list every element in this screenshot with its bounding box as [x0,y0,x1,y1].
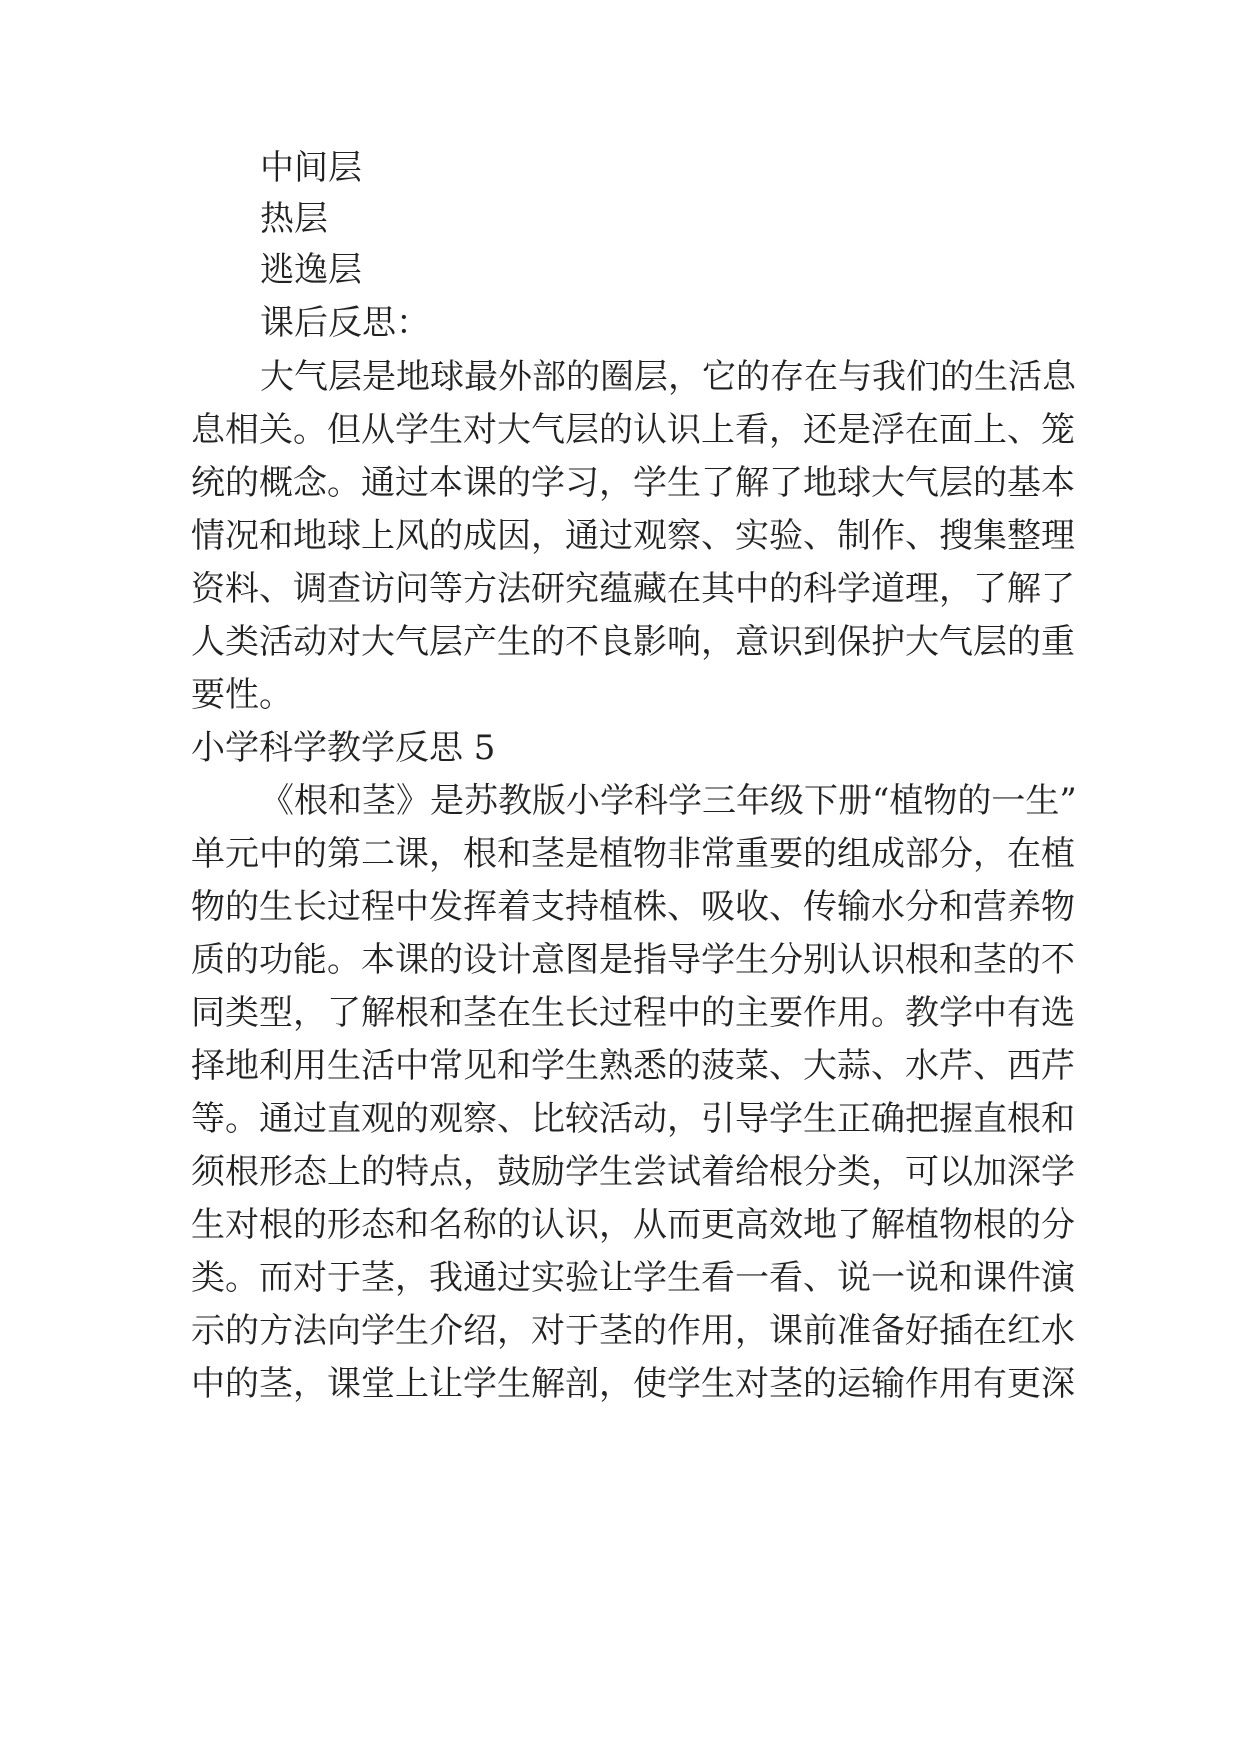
paragraph2-line: 择地利用生活中常见和学生熟悉的菠菜、大蒜、水芹、西芹 [191,1046,1075,1086]
list-item-middle-layer: 中间层 [260,148,362,188]
paragraph2-line: 同类型，了解根和茎在生长过程中的主要作用。教学中有选 [191,993,1075,1033]
list-item-exosphere: 逃逸层 [260,250,362,290]
paragraph1-line: 资料、调查访问等方法研究蕴藏在其中的科学道理，了解了 [191,569,1075,609]
reflection-heading: 课后反思： [260,303,430,343]
paragraph2-line: 等。通过直观的观察、比较活动，引导学生正确把握直根和 [191,1099,1075,1139]
paragraph2-line: 示的方法向学生介绍，对于茎的作用，课前准备好插在红水 [191,1311,1075,1351]
paragraph2-line: 质的功能。本课的设计意图是指导学生分别认识根和茎的不 [191,940,1075,980]
paragraph2-line: 《根和茎》是苏教版小学科学三年级下册“植物的一生” [260,781,1077,821]
paragraph2-line: 类。而对于茎，我通过实验让学生看一看、说一说和课件演 [191,1258,1075,1298]
paragraph2-line: 中的茎，课堂上让学生解剖，使学生对茎的运输作用有更深 [191,1364,1075,1404]
list-item-thermosphere: 热层 [260,199,328,239]
paragraph2-line: 生对根的形态和名称的认识，从而更高效地了解植物根的分 [191,1205,1075,1245]
paragraph1-line: 人类活动对大气层产生的不良影响，意识到保护大气层的重 [191,622,1075,662]
paragraph1-line: 情况和地球上风的成因，通过观察、实验、制作、搜集整理 [191,516,1075,556]
paragraph1-line: 统的概念。通过本课的学习，学生了解了地球大气层的基本 [191,463,1075,503]
paragraph2-line: 单元中的第二课，根和茎是植物非常重要的组成部分，在植 [191,834,1075,874]
paragraph1-line: 大气层是地球最外部的圈层，它的存在与我们的生活息 [260,357,1076,397]
paragraph2-line: 物的生长过程中发挥着支持植株、吸收、传输水分和营养物 [191,887,1075,927]
paragraph2-line: 须根形态上的特点，鼓励学生尝试着给根分类，可以加深学 [191,1152,1075,1192]
section-title: 小学科学教学反思 5 [191,728,496,768]
paragraph1-line: 息相关。但从学生对大气层的认识上看，还是浮在面上、笼 [191,410,1075,450]
paragraph1-line: 要性。 [191,675,293,715]
